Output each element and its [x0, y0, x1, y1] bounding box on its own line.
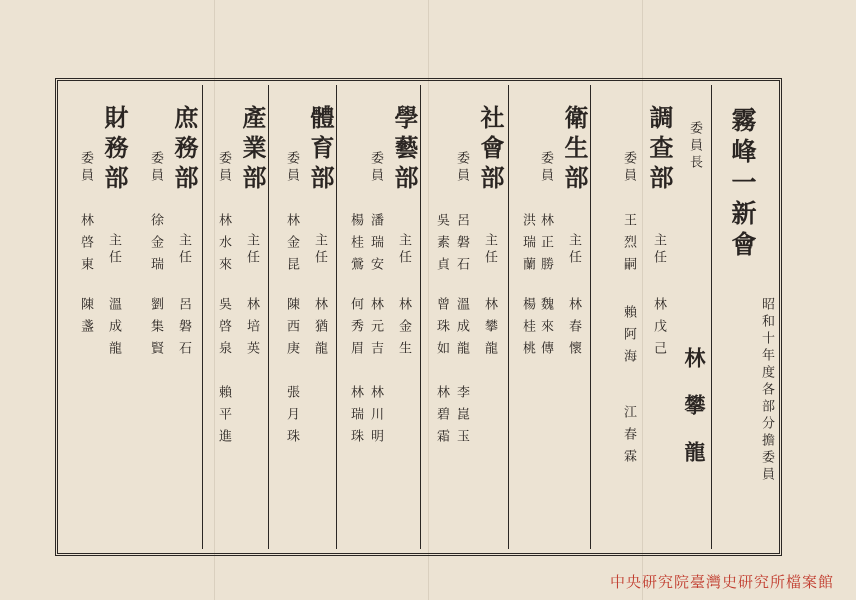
dept-head-label: 主任: [106, 233, 121, 267]
dept-member: 何秀眉: [348, 297, 363, 363]
dept-column: [336, 85, 421, 549]
dept-member: 潘瑞安: [368, 213, 383, 279]
dept-column: [589, 85, 675, 549]
dept-head-name: 林攀龍: [482, 297, 497, 363]
dept-head-label: 主任: [482, 233, 497, 267]
dept-name: 體育部: [306, 105, 335, 195]
dept-member: 吳素貞: [434, 213, 449, 279]
dept-name: 財務部: [100, 105, 129, 195]
dept-members-label: 委員: [284, 151, 299, 185]
dept-member: 楊桂桃: [520, 297, 535, 363]
dept-head-label: 主任: [312, 233, 327, 267]
dept-member: 林瑞珠: [348, 385, 363, 451]
dept-head-name: 林金生: [396, 297, 411, 363]
dept-member: 林川明: [368, 385, 383, 451]
dept-member: 李崑玉: [454, 385, 469, 451]
dept-column: [62, 85, 132, 549]
document-subtitle: 昭和十年度各部分擔委員: [759, 297, 774, 484]
dept-member: 陳盞: [78, 297, 93, 341]
dept-member: 林碧霜: [434, 385, 449, 451]
dept-member: 陳西庚: [284, 297, 299, 363]
dept-name: 學藝部: [390, 105, 419, 195]
dept-head-label: 主任: [244, 233, 259, 267]
dept-members-label: 委員: [78, 151, 93, 185]
dept-column: [268, 85, 337, 549]
dept-members-label: 委員: [368, 151, 383, 185]
dept-member: 賴阿海: [621, 305, 636, 371]
dept-head-name: 林春懷: [566, 297, 581, 363]
dept-name: 調查部: [645, 105, 674, 195]
dept-name: 社會部: [476, 105, 505, 195]
dept-name: 產業部: [238, 105, 267, 195]
dept-column: [132, 85, 203, 549]
dept-member: 王烈嗣: [621, 213, 636, 279]
dept-head-name: 林培英: [244, 297, 259, 363]
dept-head-name: 林猶龍: [312, 297, 327, 363]
chair-name: 林攀龍: [682, 347, 707, 488]
dept-member: 呂磐石: [454, 213, 469, 279]
dept-member: 徐金瑞: [148, 213, 163, 279]
dept-members-label: 委員: [621, 151, 636, 185]
dept-head-name: 林戊己: [651, 297, 666, 363]
dept-head-label: 主任: [396, 233, 411, 267]
dept-member: 林正勝: [538, 213, 553, 279]
dept-member: 張月珠: [284, 385, 299, 451]
dept-column: [202, 85, 269, 549]
dept-head-label: 主任: [651, 233, 666, 267]
dept-member: 曾珠如: [434, 297, 449, 363]
dept-member: 林水來: [216, 213, 231, 279]
archive-seal: 中央研究院臺灣史研究所檔案館: [609, 573, 834, 591]
dept-head-name: 溫成龍: [106, 297, 121, 363]
dept-head-label: 主任: [566, 233, 581, 267]
dept-member: 賴平進: [216, 385, 231, 451]
dept-member: 江春霖: [621, 405, 636, 471]
column-chair: [675, 85, 712, 549]
dept-name: 庶務部: [170, 105, 199, 195]
dept-member: 洪瑞蘭: [520, 213, 535, 279]
dept-members-label: 委員: [216, 151, 231, 185]
document-title: 霧峰一新會: [728, 107, 757, 262]
dept-head-label: 主任: [176, 233, 191, 267]
dept-members-label: 委員: [148, 151, 163, 185]
dept-member: 魏來傳: [538, 297, 553, 363]
dept-member: 林金昆: [284, 213, 299, 279]
dept-member: 吳啓泉: [216, 297, 231, 363]
dept-member: 林元吉: [368, 297, 383, 363]
chair-label: 委員長: [687, 121, 702, 172]
dept-member: 楊桂鶯: [348, 213, 363, 279]
dept-members-label: 委員: [538, 151, 553, 185]
dept-member: 溫成龍: [454, 297, 469, 363]
dept-name: 衛生部: [560, 105, 589, 195]
dept-member: 林啓東: [78, 213, 93, 279]
dept-member: 劉集賢: [148, 297, 163, 363]
dept-column: [508, 85, 591, 549]
dept-head-name: 呂磐石: [176, 297, 191, 363]
column-header: [711, 85, 777, 549]
dept-members-label: 委員: [454, 151, 469, 185]
committee-table: [55, 78, 782, 556]
dept-column: [420, 85, 509, 549]
